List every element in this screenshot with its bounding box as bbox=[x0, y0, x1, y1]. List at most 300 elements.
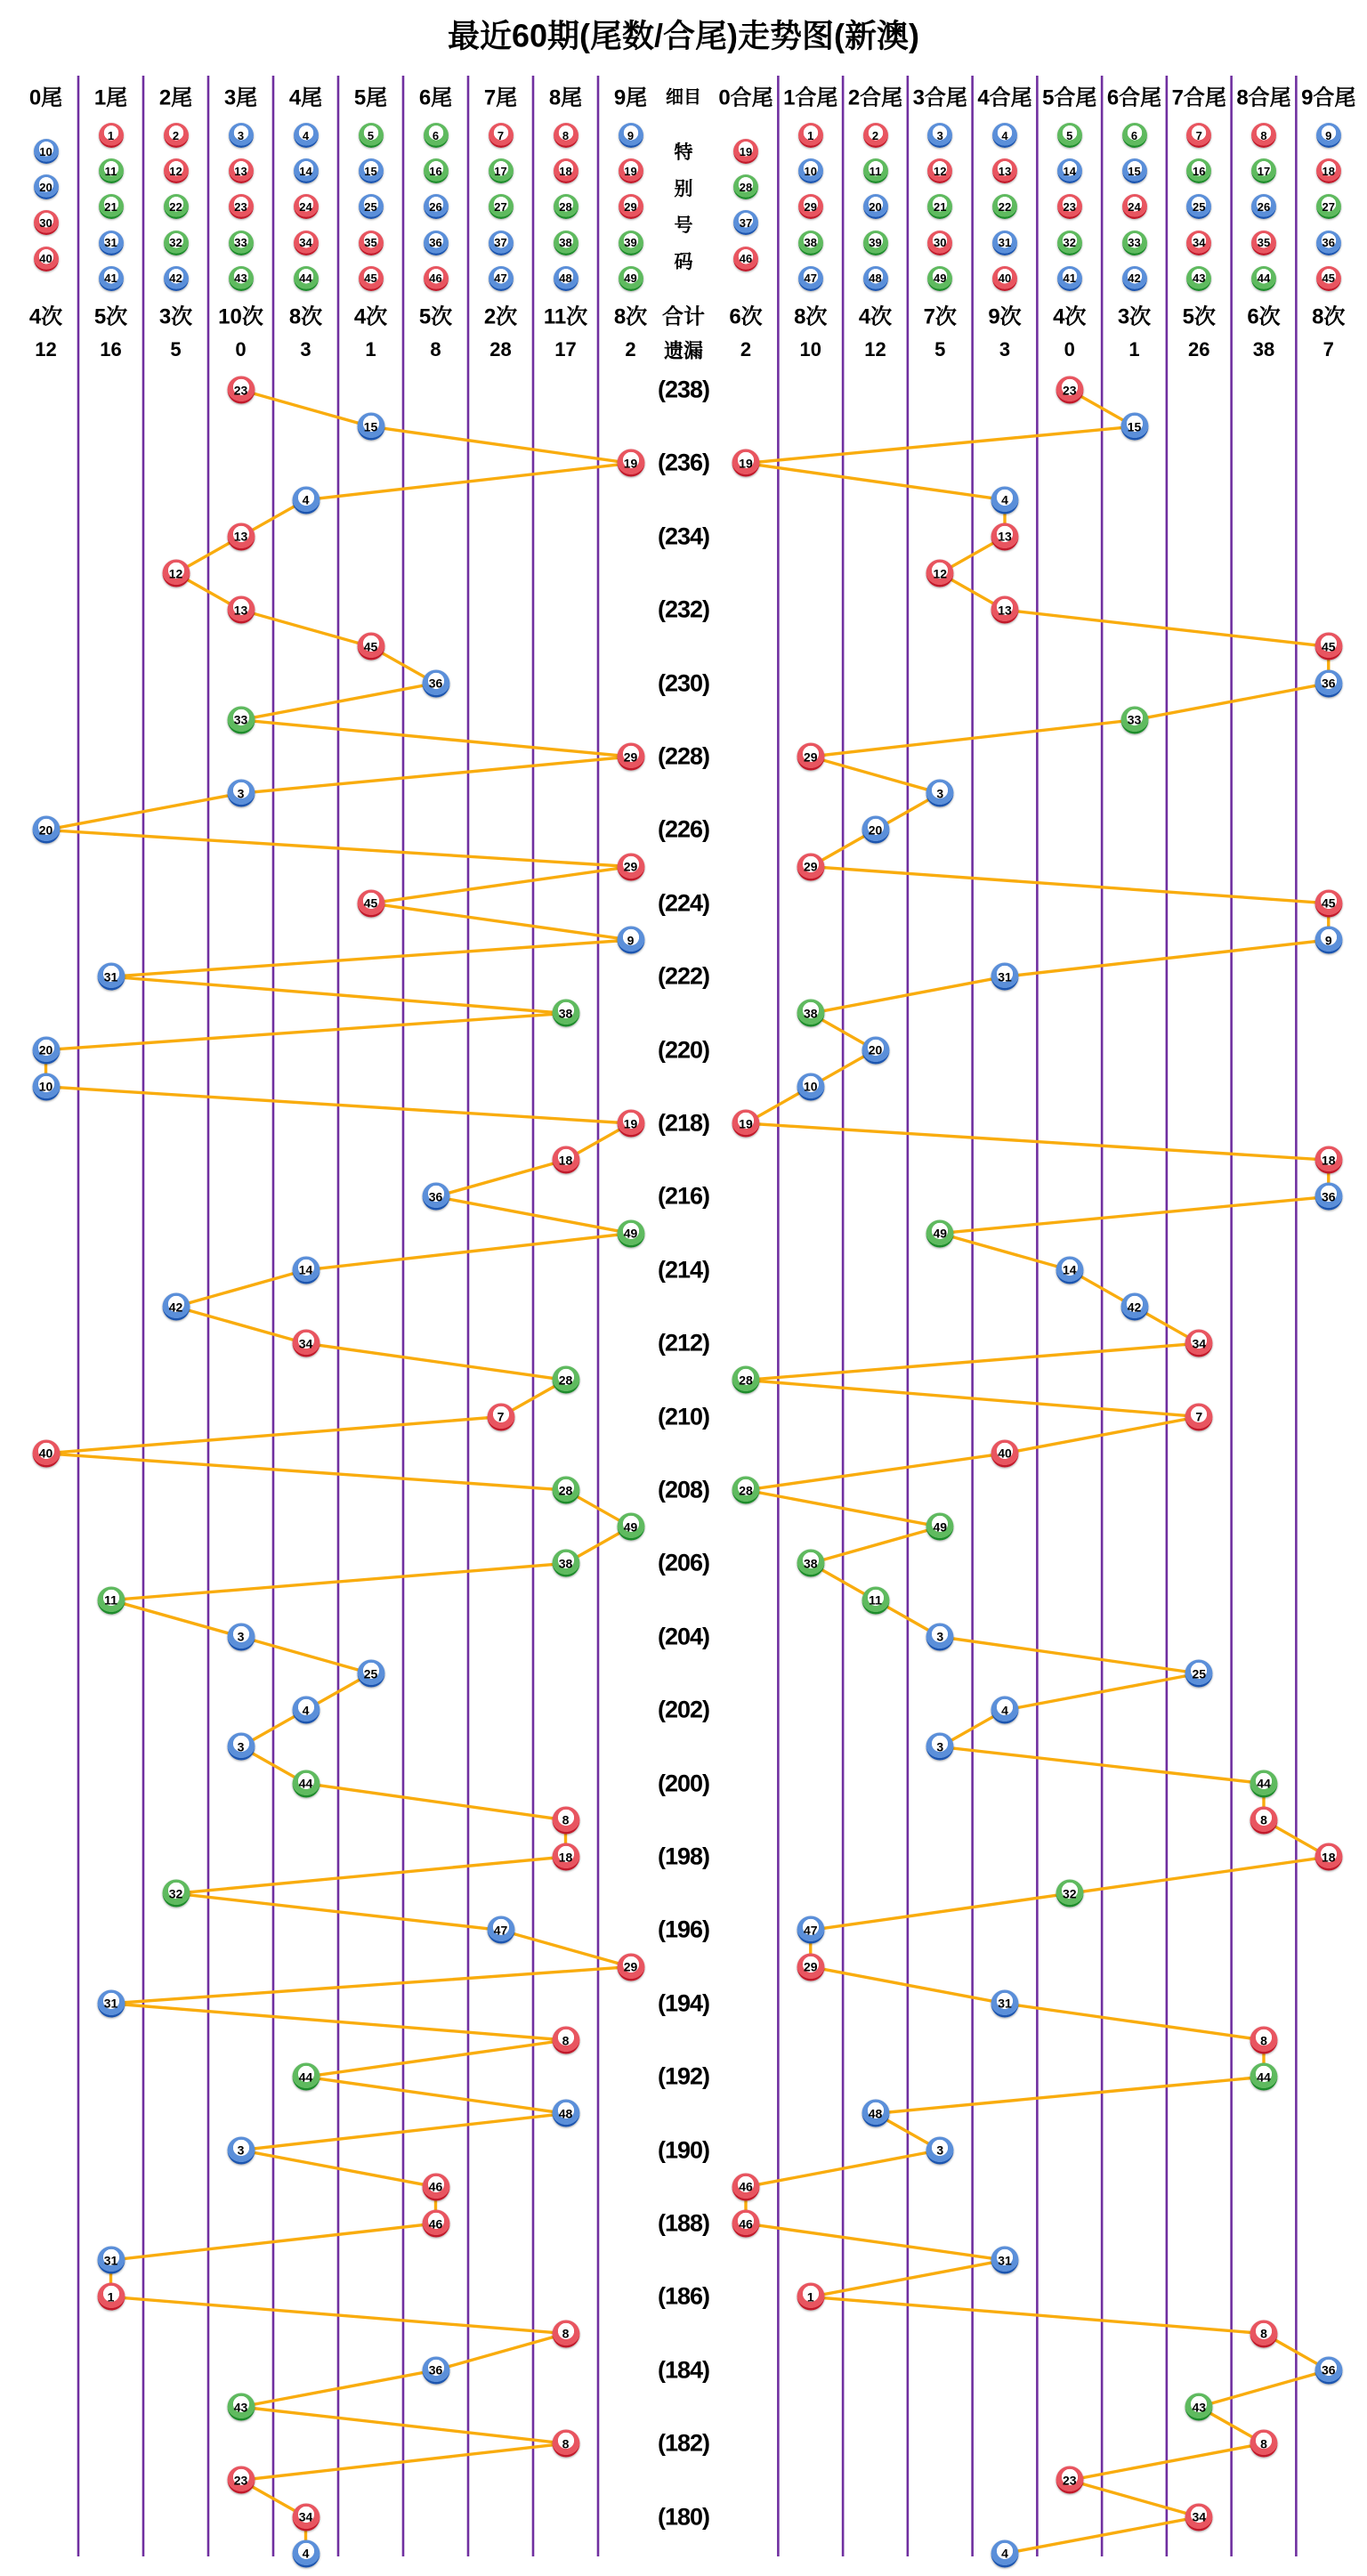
draw-ball-left-221: 38 bbox=[552, 1000, 579, 1027]
miss-left-7: 28 bbox=[489, 338, 512, 360]
draw-ball-right-202: 4 bbox=[991, 1697, 1019, 1724]
draw-ball-right-217: 18 bbox=[1314, 1146, 1342, 1174]
legend-ball-left-37: 37 bbox=[489, 231, 514, 255]
draw-ball-left-213: 42 bbox=[162, 1293, 190, 1321]
draw-ball-right-224: 45 bbox=[1314, 889, 1342, 917]
draw-ball-right-231: 45 bbox=[1314, 633, 1342, 660]
tail-header-0: 0尾 bbox=[28, 85, 63, 110]
miss-left-2: 5 bbox=[170, 338, 182, 360]
period-label-182: (182) bbox=[657, 2429, 710, 2457]
tail-header-7: 7尾 bbox=[483, 85, 518, 110]
count-left-2: 3次 bbox=[158, 304, 193, 329]
draw-ball-left-180: 34 bbox=[292, 2503, 320, 2531]
legend-ball-right-48: 48 bbox=[863, 266, 888, 291]
count-right-8: 6次 bbox=[1247, 304, 1281, 329]
legend-ball-left-11: 11 bbox=[99, 158, 124, 183]
draw-ball-right-215: 49 bbox=[926, 1219, 954, 1247]
count-right-6: 3次 bbox=[1117, 304, 1152, 329]
draw-ball-right-196: 47 bbox=[797, 1916, 824, 1944]
legend-ball-right-16: 16 bbox=[1186, 158, 1211, 183]
legend-ball-left-9: 9 bbox=[619, 123, 643, 148]
period-label-218: (218) bbox=[657, 1109, 710, 1137]
legend-ball-right-35: 35 bbox=[1251, 231, 1276, 255]
draw-ball-left-186: 1 bbox=[97, 2283, 125, 2311]
draw-ball-left-193: 8 bbox=[552, 2027, 579, 2054]
legend-ball-left-2: 2 bbox=[164, 123, 189, 148]
draw-ball-left-212: 34 bbox=[292, 1330, 320, 1357]
count-left-5: 4次 bbox=[353, 304, 388, 329]
miss-right-9: 7 bbox=[1323, 338, 1334, 360]
legend-ball-right-13: 13 bbox=[992, 158, 1017, 183]
legend-ball-left-30: 30 bbox=[34, 210, 59, 235]
count-left-4: 8次 bbox=[288, 304, 323, 329]
draw-ball-right-194: 31 bbox=[991, 1989, 1019, 2017]
legend-ball-left-15: 15 bbox=[359, 158, 384, 183]
legend-ball-right-2: 2 bbox=[863, 123, 888, 148]
miss-right-6: 1 bbox=[1128, 338, 1140, 360]
count-right-0: 6次 bbox=[729, 304, 763, 329]
legend-ball-left-12: 12 bbox=[164, 158, 189, 183]
legend-ball-right-31: 31 bbox=[992, 231, 1017, 255]
legend-ball-right-22: 22 bbox=[992, 194, 1017, 219]
draw-ball-left-196: 47 bbox=[487, 1916, 514, 1944]
legend-ball-right-20: 20 bbox=[863, 194, 888, 219]
period-label-216: (216) bbox=[657, 1182, 710, 1210]
sumtail-header-6: 6合尾 bbox=[1106, 85, 1162, 110]
draw-ball-right-230: 36 bbox=[1314, 669, 1342, 697]
draw-ball-left-206: 38 bbox=[552, 1550, 579, 1577]
legend-ball-right-30: 30 bbox=[927, 231, 952, 255]
sumtail-header-1: 1合尾 bbox=[783, 85, 838, 110]
draw-ball-right-219: 10 bbox=[797, 1073, 824, 1100]
period-label-186: (186) bbox=[657, 2282, 710, 2310]
count-right-3: 7次 bbox=[923, 304, 957, 329]
draw-ball-right-229: 33 bbox=[1120, 706, 1148, 733]
period-label-200: (200) bbox=[657, 1770, 710, 1797]
draw-ball-right-236: 19 bbox=[732, 450, 760, 477]
draw-ball-left-182: 8 bbox=[552, 2430, 579, 2458]
draw-ball-left-189: 46 bbox=[422, 2173, 449, 2200]
period-label-228: (228) bbox=[657, 742, 710, 770]
legend-ball-left-13: 13 bbox=[229, 158, 254, 183]
legend-ball-left-16: 16 bbox=[424, 158, 449, 183]
draw-ball-right-183: 43 bbox=[1185, 2394, 1213, 2421]
miss-left-4: 3 bbox=[300, 338, 311, 360]
period-label-236: (236) bbox=[657, 449, 710, 476]
legend-ball-left-40: 40 bbox=[34, 247, 59, 271]
legend-ball-left-49: 49 bbox=[619, 266, 643, 291]
draw-ball-left-208: 28 bbox=[552, 1477, 579, 1504]
draw-ball-right-201: 3 bbox=[926, 1733, 954, 1761]
draw-ball-left-179: 4 bbox=[292, 2540, 320, 2567]
legend-ball-left-38: 38 bbox=[554, 231, 578, 255]
count-left-9: 8次 bbox=[613, 304, 648, 329]
draw-ball-right-228: 29 bbox=[797, 743, 824, 771]
count-right-7: 5次 bbox=[1182, 304, 1216, 329]
miss-left-1: 16 bbox=[100, 338, 122, 360]
legend-ball-right-15: 15 bbox=[1122, 158, 1147, 183]
draw-ball-right-195: 29 bbox=[797, 1953, 824, 1981]
legend-ball-left-7: 7 bbox=[489, 123, 514, 148]
draw-ball-right-212: 34 bbox=[1185, 1330, 1213, 1357]
period-label-222: (222) bbox=[657, 962, 710, 990]
miss-left-6: 8 bbox=[430, 338, 441, 360]
period-label-202: (202) bbox=[657, 1696, 710, 1723]
legend-ball-left-34: 34 bbox=[294, 231, 319, 255]
count-left-8: 11次 bbox=[543, 304, 588, 329]
draw-ball-right-193: 8 bbox=[1250, 2027, 1278, 2054]
draw-ball-right-191: 48 bbox=[861, 2100, 889, 2127]
sumtail-header-9: 9合尾 bbox=[1301, 85, 1356, 110]
legend-ball-left-25: 25 bbox=[359, 194, 384, 219]
period-label-196: (196) bbox=[657, 1916, 710, 1943]
period-label-230: (230) bbox=[657, 669, 710, 697]
detail-header: 细目 bbox=[666, 87, 701, 108]
legend-ball-left-26: 26 bbox=[424, 194, 449, 219]
legend-ball-left-39: 39 bbox=[619, 231, 643, 255]
legend-ball-right-42: 42 bbox=[1122, 266, 1147, 291]
draw-ball-right-213: 42 bbox=[1120, 1293, 1148, 1321]
legend-ball-right-3: 3 bbox=[927, 123, 952, 148]
legend-ball-left-46: 46 bbox=[424, 266, 449, 291]
period-label-190: (190) bbox=[657, 2136, 710, 2164]
period-label-188: (188) bbox=[657, 2209, 710, 2237]
miss-right-3: 5 bbox=[934, 338, 946, 360]
draw-ball-left-232: 13 bbox=[227, 596, 255, 624]
draw-ball-right-206: 38 bbox=[797, 1550, 824, 1577]
draw-ball-left-236: 19 bbox=[617, 450, 644, 477]
tail-header-8: 8尾 bbox=[548, 85, 583, 110]
draw-ball-left-192: 44 bbox=[292, 2063, 320, 2091]
legend-ball-right-4: 4 bbox=[992, 123, 1017, 148]
draw-ball-left-184: 36 bbox=[422, 2356, 449, 2384]
legend-ball-left-29: 29 bbox=[619, 194, 643, 219]
draw-ball-right-235: 4 bbox=[991, 486, 1019, 514]
period-label-214: (214) bbox=[657, 1256, 710, 1284]
draw-ball-left-229: 33 bbox=[227, 706, 255, 733]
legend-ball-left-8: 8 bbox=[554, 123, 578, 148]
draw-ball-left-201: 3 bbox=[227, 1733, 255, 1761]
draw-ball-left-223: 9 bbox=[617, 927, 644, 954]
legend-ball-left-14: 14 bbox=[294, 158, 319, 183]
period-label-204: (204) bbox=[657, 1623, 710, 1650]
legend-ball-left-21: 21 bbox=[99, 194, 124, 219]
legend-ball-left-3: 3 bbox=[229, 123, 254, 148]
total-label: 合计 bbox=[662, 304, 705, 329]
draw-ball-left-233: 12 bbox=[162, 560, 190, 587]
miss-right-0: 2 bbox=[740, 338, 752, 360]
legend-ball-right-23: 23 bbox=[1057, 194, 1082, 219]
draw-ball-right-232: 13 bbox=[991, 596, 1019, 624]
draw-ball-left-218: 19 bbox=[617, 1110, 644, 1138]
draw-ball-right-222: 31 bbox=[991, 963, 1019, 991]
draw-ball-left-215: 49 bbox=[617, 1219, 644, 1247]
draw-ball-left-194: 31 bbox=[97, 1989, 125, 2017]
draw-ball-left-234: 13 bbox=[227, 522, 255, 550]
page-title: 最近60期(尾数/合尾)走势图(新澳) bbox=[448, 17, 919, 54]
legend-ball-left-32: 32 bbox=[164, 231, 189, 255]
legend-ball-right-14: 14 bbox=[1057, 158, 1082, 183]
tail-header-4: 4尾 bbox=[288, 85, 323, 110]
period-label-192: (192) bbox=[657, 2062, 710, 2090]
draw-ball-left-226: 20 bbox=[32, 816, 60, 844]
special-number-label-char-2: 号 bbox=[674, 215, 693, 236]
legend-ball-left-20: 20 bbox=[34, 174, 59, 199]
draw-ball-left-202: 4 bbox=[292, 1697, 320, 1724]
draw-ball-left-214: 14 bbox=[292, 1256, 320, 1284]
draw-ball-right-238: 23 bbox=[1056, 377, 1083, 404]
legend-ball-right-8: 8 bbox=[1251, 123, 1276, 148]
period-label-232: (232) bbox=[657, 595, 710, 623]
draw-ball-left-228: 29 bbox=[617, 743, 644, 771]
draw-ball-left-237: 15 bbox=[357, 413, 384, 441]
legend-ball-right-36: 36 bbox=[1316, 231, 1341, 255]
legend-ball-left-19: 19 bbox=[619, 158, 643, 183]
count-right-1: 8次 bbox=[794, 304, 828, 329]
legend-ball-left-31: 31 bbox=[99, 231, 124, 255]
sumtail-header-4: 4合尾 bbox=[977, 85, 1032, 110]
legend-ball-right-44: 44 bbox=[1251, 266, 1276, 291]
legend-ball-right-47: 47 bbox=[798, 266, 823, 291]
draw-ball-left-181: 23 bbox=[227, 2467, 255, 2494]
period-label-226: (226) bbox=[657, 815, 710, 843]
draw-ball-right-234: 13 bbox=[991, 522, 1019, 550]
draw-ball-left-209: 40 bbox=[32, 1439, 60, 1467]
draw-ball-right-192: 44 bbox=[1250, 2063, 1278, 2091]
draw-ball-left-222: 31 bbox=[97, 963, 125, 991]
period-label-210: (210) bbox=[657, 1403, 710, 1430]
legend-ball-right-6: 6 bbox=[1122, 123, 1147, 148]
draw-ball-left-210: 7 bbox=[487, 1403, 514, 1430]
miss-right-8: 38 bbox=[1252, 338, 1275, 360]
period-label-224: (224) bbox=[657, 889, 710, 917]
legend-ball-right-7: 7 bbox=[1186, 123, 1211, 148]
draw-ball-right-199: 8 bbox=[1250, 1806, 1278, 1834]
draw-ball-right-225: 29 bbox=[797, 853, 824, 880]
draw-ball-right-190: 3 bbox=[926, 2136, 954, 2164]
draw-ball-right-233: 12 bbox=[926, 560, 954, 587]
legend-ball-left-48: 48 bbox=[554, 266, 578, 291]
draw-ball-left-198: 18 bbox=[552, 1843, 579, 1871]
legend-ball-right-46: 46 bbox=[733, 247, 758, 271]
draw-ball-left-211: 28 bbox=[552, 1366, 579, 1394]
draw-ball-right-210: 7 bbox=[1185, 1403, 1213, 1430]
legend-ball-left-5: 5 bbox=[359, 123, 384, 148]
legend-ball-right-19: 19 bbox=[733, 139, 758, 164]
legend-ball-left-24: 24 bbox=[294, 194, 319, 219]
legend-ball-right-34: 34 bbox=[1186, 231, 1211, 255]
miss-right-5: 0 bbox=[1064, 338, 1075, 360]
legend-ball-left-41: 41 bbox=[99, 266, 124, 291]
sumtail-header-2: 2合尾 bbox=[847, 85, 903, 110]
legend-ball-right-49: 49 bbox=[927, 266, 952, 291]
sumtail-header-7: 7合尾 bbox=[1171, 85, 1226, 110]
sumtail-header-3: 3合尾 bbox=[912, 85, 967, 110]
draw-ball-left-191: 48 bbox=[552, 2100, 579, 2127]
miss-left-3: 0 bbox=[235, 338, 247, 360]
sumtail-header-0: 0合尾 bbox=[718, 85, 773, 110]
legend-ball-left-6: 6 bbox=[424, 123, 449, 148]
draw-ball-left-225: 29 bbox=[617, 853, 644, 880]
draw-ball-left-204: 3 bbox=[227, 1623, 255, 1650]
legend-ball-right-12: 12 bbox=[927, 158, 952, 183]
draw-ball-right-216: 36 bbox=[1314, 1183, 1342, 1211]
legend-ball-right-25: 25 bbox=[1186, 194, 1211, 219]
legend-ball-left-17: 17 bbox=[489, 158, 514, 183]
miss-left-5: 1 bbox=[365, 338, 376, 360]
miss-right-2: 12 bbox=[864, 338, 886, 360]
draw-ball-right-223: 9 bbox=[1314, 927, 1342, 954]
legend-ball-right-43: 43 bbox=[1186, 266, 1211, 291]
period-label-234: (234) bbox=[657, 522, 710, 550]
miss-right-4: 3 bbox=[999, 338, 1011, 360]
draw-ball-right-184: 36 bbox=[1314, 2356, 1342, 2384]
legend-ball-right-27: 27 bbox=[1316, 194, 1341, 219]
legend-ball-right-1: 1 bbox=[798, 123, 823, 148]
legend-ball-left-33: 33 bbox=[229, 231, 254, 255]
special-number-label-char-1: 别 bbox=[674, 179, 693, 199]
draw-ball-right-189: 46 bbox=[732, 2173, 760, 2200]
period-label-212: (212) bbox=[657, 1329, 710, 1357]
draw-ball-right-187: 31 bbox=[991, 2247, 1019, 2274]
legend-ball-right-17: 17 bbox=[1251, 158, 1276, 183]
period-label-208: (208) bbox=[657, 1476, 710, 1503]
draw-ball-right-237: 15 bbox=[1120, 413, 1148, 441]
tail-header-1: 1尾 bbox=[93, 85, 128, 110]
period-label-206: (206) bbox=[657, 1549, 710, 1576]
draw-ball-left-195: 29 bbox=[617, 1953, 644, 1981]
draw-ball-right-182: 8 bbox=[1250, 2430, 1278, 2458]
draw-ball-left-183: 43 bbox=[227, 2394, 255, 2421]
draw-ball-left-217: 18 bbox=[552, 1146, 579, 1174]
draw-ball-right-200: 44 bbox=[1250, 1770, 1278, 1797]
draw-ball-right-198: 18 bbox=[1314, 1843, 1342, 1871]
legend-ball-right-32: 32 bbox=[1057, 231, 1082, 255]
miss-left-8: 17 bbox=[554, 338, 577, 360]
draw-ball-right-179: 4 bbox=[991, 2540, 1019, 2567]
period-label-184: (184) bbox=[657, 2356, 710, 2384]
draw-ball-left-200: 44 bbox=[292, 1770, 320, 1797]
draw-ball-right-188: 46 bbox=[732, 2210, 760, 2238]
count-left-3: 10次 bbox=[218, 304, 263, 329]
legend-ball-right-24: 24 bbox=[1122, 194, 1147, 219]
draw-ball-left-187: 31 bbox=[97, 2247, 125, 2274]
legend-ball-right-41: 41 bbox=[1057, 266, 1082, 291]
draw-ball-right-186: 1 bbox=[797, 2283, 824, 2311]
legend-ball-right-10: 10 bbox=[798, 158, 823, 183]
draw-ball-right-226: 20 bbox=[861, 816, 889, 844]
legend-ball-left-4: 4 bbox=[294, 123, 319, 148]
period-label-180: (180) bbox=[657, 2503, 710, 2531]
count-right-2: 4次 bbox=[858, 304, 893, 329]
draw-ball-left-220: 20 bbox=[32, 1036, 60, 1064]
legend-ball-right-29: 29 bbox=[798, 194, 823, 219]
legend-ball-left-45: 45 bbox=[359, 266, 384, 291]
count-left-6: 5次 bbox=[418, 304, 453, 329]
miss-right-1: 10 bbox=[799, 338, 821, 360]
miss-right-7: 26 bbox=[1188, 338, 1210, 360]
period-label-238: (238) bbox=[657, 376, 710, 403]
draw-ball-left-203: 25 bbox=[357, 1660, 384, 1688]
draw-ball-right-181: 23 bbox=[1056, 2467, 1083, 2494]
legend-ball-right-37: 37 bbox=[733, 210, 758, 235]
draw-ball-right-214: 14 bbox=[1056, 1256, 1083, 1284]
draw-ball-right-221: 38 bbox=[797, 1000, 824, 1027]
draw-ball-left-219: 10 bbox=[32, 1073, 60, 1100]
draw-ball-right-220: 20 bbox=[861, 1036, 889, 1064]
draw-ball-left-231: 45 bbox=[357, 633, 384, 660]
count-left-7: 2次 bbox=[483, 304, 518, 329]
legend-ball-right-26: 26 bbox=[1251, 194, 1276, 219]
draw-ball-right-204: 3 bbox=[926, 1623, 954, 1650]
legend-ball-left-27: 27 bbox=[489, 194, 514, 219]
legend-ball-left-22: 22 bbox=[164, 194, 189, 219]
count-left-1: 5次 bbox=[93, 304, 128, 329]
draw-ball-right-227: 3 bbox=[926, 780, 954, 807]
draw-ball-left-185: 8 bbox=[552, 2320, 579, 2347]
legend-ball-left-44: 44 bbox=[294, 266, 319, 291]
period-label-198: (198) bbox=[657, 1843, 710, 1870]
legend-ball-right-28: 28 bbox=[733, 174, 758, 199]
period-label-220: (220) bbox=[657, 1036, 710, 1064]
count-right-5: 4次 bbox=[1053, 304, 1087, 329]
draw-ball-left-207: 49 bbox=[617, 1513, 644, 1541]
legend-ball-left-42: 42 bbox=[164, 266, 189, 291]
omission-label: 遗漏 bbox=[663, 339, 704, 362]
draw-ball-right-197: 32 bbox=[1056, 1880, 1083, 1908]
tail-header-3: 3尾 bbox=[223, 85, 258, 110]
draw-ball-left-199: 8 bbox=[552, 1806, 579, 1834]
tail-header-6: 6尾 bbox=[418, 85, 453, 110]
miss-left-0: 12 bbox=[35, 338, 57, 360]
draw-ball-right-211: 28 bbox=[732, 1366, 760, 1394]
legend-ball-right-21: 21 bbox=[927, 194, 952, 219]
draw-ball-right-207: 49 bbox=[926, 1513, 954, 1541]
legend-ball-right-18: 18 bbox=[1316, 158, 1341, 183]
count-left-0: 4次 bbox=[28, 304, 63, 329]
draw-ball-left-205: 11 bbox=[97, 1586, 125, 1614]
legend-ball-right-5: 5 bbox=[1057, 123, 1082, 148]
legend-ball-left-10: 10 bbox=[34, 139, 59, 164]
tail-header-9: 9尾 bbox=[613, 85, 648, 110]
legend-ball-right-9: 9 bbox=[1316, 123, 1341, 148]
draw-ball-right-209: 40 bbox=[991, 1439, 1019, 1467]
draw-ball-left-238: 23 bbox=[227, 377, 255, 404]
legend-ball-left-47: 47 bbox=[489, 266, 514, 291]
draw-ball-left-224: 45 bbox=[357, 889, 384, 917]
legend-ball-left-1: 1 bbox=[99, 123, 124, 148]
draw-ball-right-180: 34 bbox=[1185, 2503, 1213, 2531]
draw-ball-left-216: 36 bbox=[422, 1183, 449, 1211]
legend-ball-left-35: 35 bbox=[359, 231, 384, 255]
special-number-label-char-0: 特 bbox=[674, 142, 693, 163]
draw-ball-left-190: 3 bbox=[227, 2136, 255, 2164]
special-number-label-char-3: 码 bbox=[674, 252, 693, 272]
period-label-194: (194) bbox=[657, 1989, 710, 2017]
legend-ball-right-39: 39 bbox=[863, 231, 888, 255]
draw-ball-left-227: 3 bbox=[227, 780, 255, 807]
count-right-4: 9次 bbox=[988, 304, 1022, 329]
draw-ball-left-230: 36 bbox=[422, 669, 449, 697]
legend-ball-right-33: 33 bbox=[1122, 231, 1147, 255]
tail-header-2: 2尾 bbox=[158, 85, 193, 110]
legend-ball-right-45: 45 bbox=[1316, 266, 1341, 291]
legend-ball-right-38: 38 bbox=[798, 231, 823, 255]
draw-ball-right-205: 11 bbox=[861, 1586, 889, 1614]
legend-ball-left-23: 23 bbox=[229, 194, 254, 219]
draw-ball-right-185: 8 bbox=[1250, 2320, 1278, 2347]
sumtail-header-5: 5合尾 bbox=[1042, 85, 1097, 110]
